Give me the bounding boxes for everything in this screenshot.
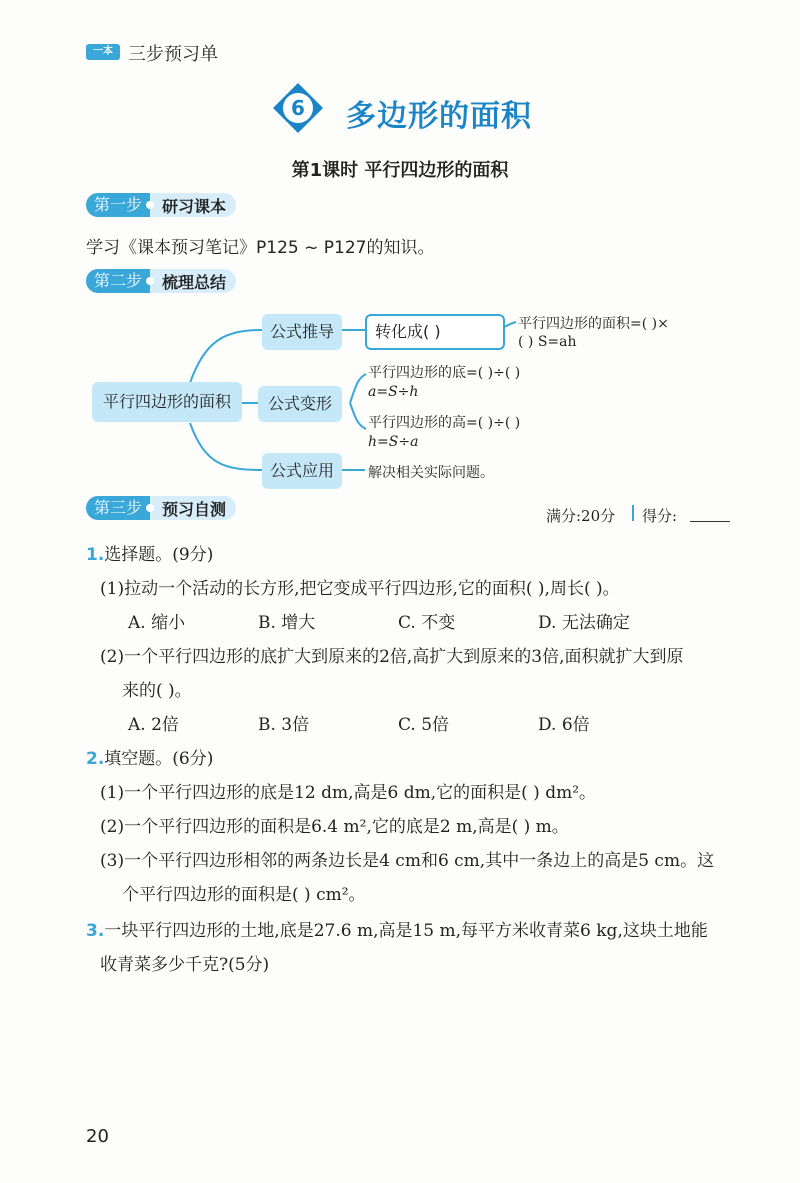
q1-1-option-c[interactable]: C. 不变 bbox=[398, 613, 456, 633]
lesson-title: 第1课时 平行四边形的面积 bbox=[291, 160, 509, 181]
application-line: 解决相关实际问题。 bbox=[368, 465, 494, 481]
derivation-box: 转化成( ) bbox=[365, 314, 505, 350]
transform-line1: 平行四边形的底=( )÷( ) bbox=[368, 365, 521, 381]
step2-label: 第二步 bbox=[86, 269, 150, 293]
mindmap-branch-transform: 公式变形 bbox=[258, 386, 342, 422]
score-divider bbox=[632, 505, 634, 521]
chapter-number: 6 bbox=[291, 96, 305, 120]
q1-1-text: (1)拉动一个活动的长方形,把它变成平行四边形,它的面积( ),周长( )。 bbox=[100, 579, 620, 599]
transform-line2: a=S÷h bbox=[368, 384, 419, 400]
step-dot-icon bbox=[146, 201, 154, 209]
q3-text: 一块平行四边形的土地,底是27.6 m,高是15 m,每平方米收青菜6 kg,这块土地能 bbox=[104, 921, 708, 941]
step3-name: 预习自测 bbox=[162, 499, 227, 519]
step1-text: 学习《课本预习笔记》P125 ~ P127的知识。 bbox=[86, 238, 435, 258]
score-label: 得分: bbox=[642, 507, 678, 525]
series-title: 三步预习单 bbox=[128, 44, 218, 65]
score-blank[interactable] bbox=[690, 521, 730, 522]
step1-banner bbox=[86, 193, 236, 217]
chapter-badge bbox=[272, 82, 324, 134]
q1-2-text-cont: 来的( )。 bbox=[122, 681, 192, 701]
step1-name: 研习课本 bbox=[162, 196, 227, 216]
step-dot-icon bbox=[146, 504, 154, 512]
q2-title-text: 填空题。(6分) bbox=[104, 749, 214, 769]
q1-2-option-d[interactable]: D. 6倍 bbox=[538, 715, 590, 735]
q2-1-text: (1)一个平行四边形的底是12 dm,高是6 dm,它的面积是( ) dm²。 bbox=[100, 783, 597, 803]
step2-banner bbox=[86, 269, 236, 293]
step-dot-icon bbox=[146, 277, 154, 285]
q3-line1 bbox=[86, 916, 708, 941]
q1-2-option-b[interactable]: B. 3倍 bbox=[258, 715, 310, 735]
transform-line4: h=S÷a bbox=[368, 434, 419, 450]
page-number: 20 bbox=[86, 1126, 109, 1147]
brand-logo: 一本 bbox=[86, 44, 120, 60]
transform-line3: 平行四边形的高=( )÷( ) bbox=[368, 415, 521, 431]
q3-number: 3. bbox=[86, 921, 105, 941]
q1-1-option-b[interactable]: B. 增大 bbox=[258, 613, 316, 633]
q2-3-text: (3)一个平行四边形相邻的两条边长是4 cm和6 cm,其中一条边上的高是5 cm。这 bbox=[100, 851, 715, 871]
step3-label: 第三步 bbox=[86, 496, 150, 520]
derivation-line2: ( ) S=ah bbox=[518, 334, 577, 350]
q2-2-text: (2)一个平行四边形的面积是6.4 m²,它的底是2 m,高是( ) m。 bbox=[100, 817, 569, 837]
q3-line2: 收青菜多少千克?(5分) bbox=[100, 955, 270, 975]
q1-2-option-a[interactable]: A. 2倍 bbox=[128, 715, 179, 735]
q1-2-text: (2)一个平行四边形的底扩大到原来的2倍,高扩大到原来的3倍,面积就扩大到原 bbox=[100, 647, 684, 667]
step1-label: 第一步 bbox=[86, 193, 150, 217]
mindmap-branch-application: 公式应用 bbox=[262, 453, 342, 489]
q2-number: 2. bbox=[86, 749, 105, 769]
q1-1-option-d[interactable]: D. 无法确定 bbox=[538, 613, 630, 633]
q2-title bbox=[86, 744, 213, 769]
q1-title-text: 选择题。(9分) bbox=[104, 545, 214, 565]
step2-name: 梳理总结 bbox=[162, 272, 227, 292]
mindmap-root: 平行四边形的面积 bbox=[92, 382, 242, 422]
q1-number: 1. bbox=[86, 545, 105, 565]
q2-3-text-cont: 个平行四边形的面积是( ) cm²。 bbox=[122, 885, 366, 905]
step3-banner bbox=[86, 496, 236, 520]
q1-title bbox=[86, 540, 213, 565]
derivation-line1: 平行四边形的面积=( )× bbox=[518, 316, 669, 332]
chapter-title: 多边形的面积 bbox=[346, 99, 532, 134]
full-score: 满分:20分 bbox=[546, 507, 616, 525]
q1-1-option-a[interactable]: A. 缩小 bbox=[128, 613, 186, 633]
q1-2-option-c[interactable]: C. 5倍 bbox=[398, 715, 450, 735]
mindmap-branch-derivation: 公式推导 bbox=[262, 314, 342, 350]
